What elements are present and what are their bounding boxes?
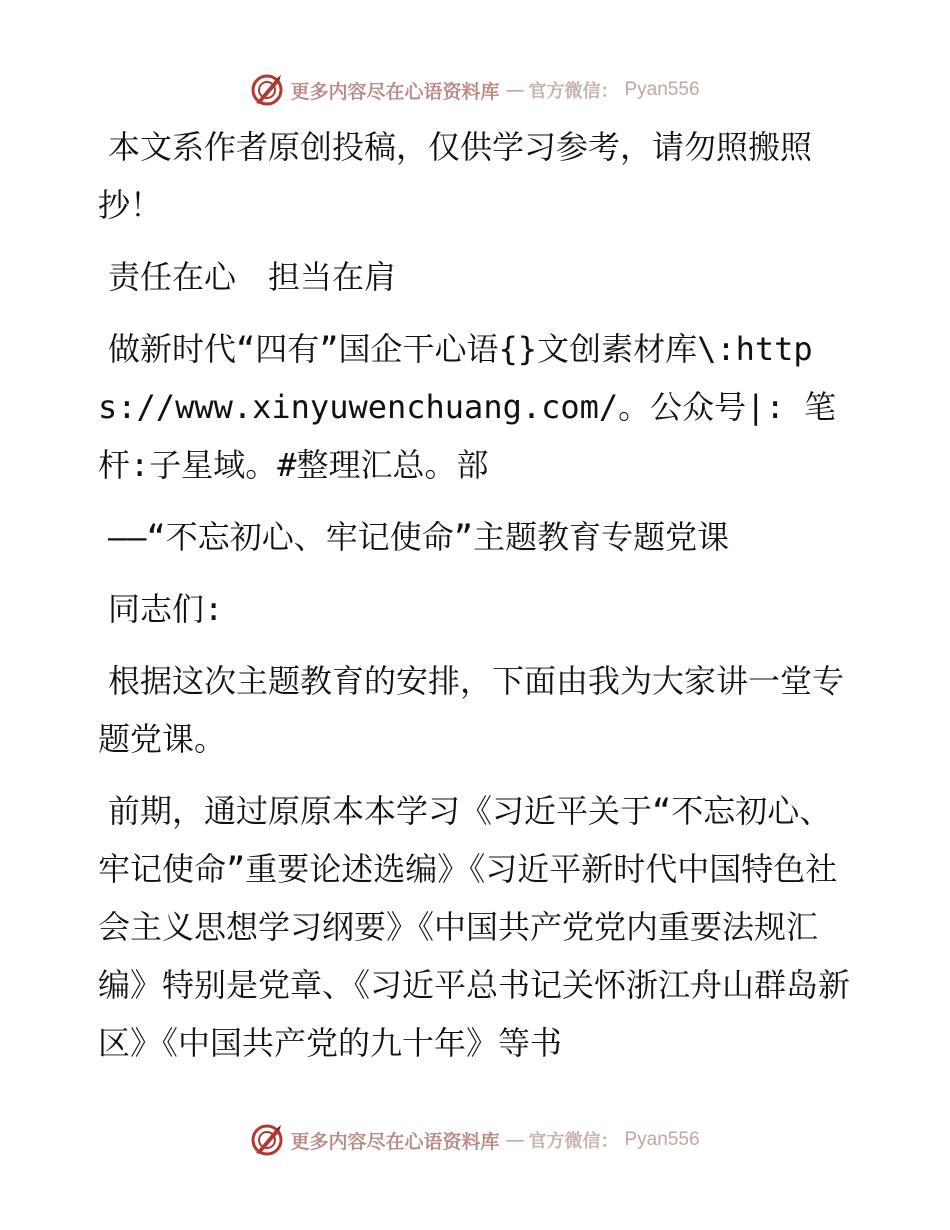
source-note-paragraph: 做新时代“四有”国企干心语{}文创素材库\:https://www.xinyuwenchuang.com/。公众号|: 笔杆:子星域。#整理汇总。部: [98, 330, 836, 484]
banner-separator: —: [505, 1129, 523, 1151]
disclaimer-paragraph: 本文系作者原创投稿，仅供学习参考，请勿照搬照抄！: [98, 128, 813, 224]
quill-logo-icon: [250, 1123, 284, 1157]
document-body: [98, 118, 858, 1086]
quill-logo-icon: [250, 73, 284, 107]
banner-separator: —: [505, 79, 523, 101]
site-slogan: 更多内容尽在心语资料库: [290, 1130, 500, 1153]
footer-banner: [0, 1120, 950, 1160]
wechat-label: 官方微信：: [528, 81, 619, 102]
document-title: 责任在心 担当在肩: [108, 258, 397, 296]
site-slogan: 更多内容尽在心语资料库: [290, 80, 500, 103]
header-banner: [0, 70, 950, 110]
wechat-id: Pyan556: [624, 1129, 700, 1150]
wechat-id: Pyan556: [624, 79, 700, 100]
intro-paragraph: 根据这次主题教育的安排，下面由我为大家讲一堂专题党课。: [98, 662, 845, 758]
wechat-label: 官方微信：: [528, 1131, 619, 1152]
body-paragraph: 前期，通过原原本本学习《习近平关于“不忘初心、牢记使命”重要论述选编》《习近平新时代中国特色社会主义思想学习纲要》《中国共产党党内重要法规汇编》特别是党章、《习近平总书记关怀浙江舟山群岛新区》《中国共产党的九十年》等书: [98, 792, 851, 1062]
salutation: 同志们:: [108, 590, 224, 628]
document-subtitle: ——“不忘初心、牢记使命”主题教育专题党课: [108, 518, 730, 556]
